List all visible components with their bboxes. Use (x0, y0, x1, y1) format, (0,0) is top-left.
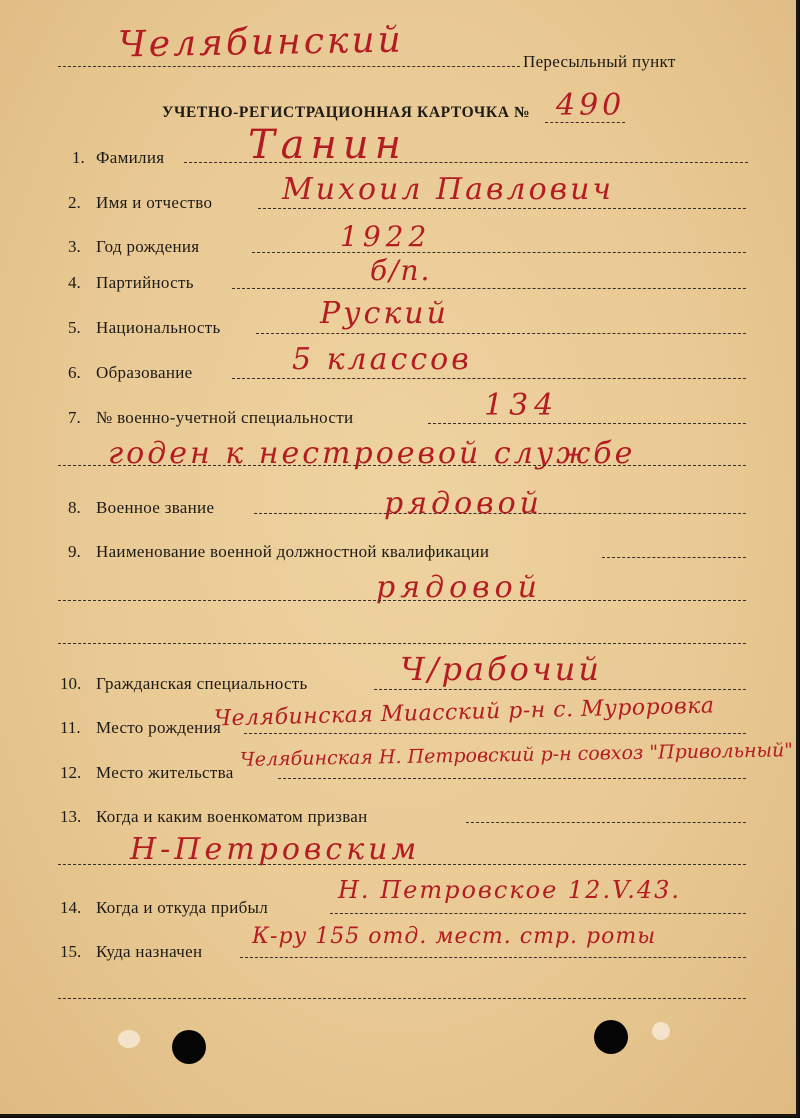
field-11-value: Челябинская Миасский р-н с. Муроровка (213, 693, 715, 732)
field-4-line (232, 288, 746, 289)
field-15-label: Куда назначен (96, 942, 203, 961)
field-10-value: Ч/рабочий (400, 650, 602, 688)
field-3-number: 3. (68, 237, 81, 256)
field-1-number: 1. (72, 148, 85, 167)
field-5-number: 5. (68, 318, 81, 337)
punch-hole-left (172, 1030, 206, 1064)
field-7-label: № военно-учетной специальности (96, 408, 354, 427)
field-14-number: 14. (60, 898, 82, 917)
field-6-line (232, 378, 746, 379)
field-15-line (240, 957, 746, 958)
field-13-line-2 (58, 864, 746, 865)
field-8-label: Военное звание (96, 498, 215, 517)
field-8-value: рядовой (384, 486, 543, 521)
field-10-number: 10. (60, 674, 82, 693)
field-12-line (278, 778, 746, 779)
field-4-label: Партийность (96, 273, 194, 292)
field-14-value: Н. Петровское 12.V.43. (338, 876, 682, 904)
field-7-extra-line (58, 465, 746, 466)
field-5-value: Руский (320, 296, 449, 331)
field-3-value: 1922 (340, 220, 432, 253)
field-15-value: К-ру 155 отд. мест. стр. роты (252, 924, 657, 949)
field-14-line (330, 913, 746, 914)
field-2-number: 2. (68, 193, 81, 212)
paper-tear-left (118, 1030, 140, 1048)
field-9-line (602, 557, 746, 558)
field-9-number: 9. (68, 542, 81, 561)
field-9-line-3 (58, 643, 746, 644)
field-13-line (466, 822, 746, 823)
card-title: УЧЕТНО-РЕГИСТРАЦИОННАЯ КАРТОЧКА № (162, 104, 531, 121)
field-2-line (258, 208, 746, 209)
field-15-line-2 (58, 998, 746, 999)
field-7-value: 134 (484, 388, 560, 423)
field-13-number: 13. (60, 807, 82, 826)
field-15-number: 15. (60, 942, 82, 961)
field-3-line (252, 252, 746, 253)
field-10-label: Гражданская специальность (96, 674, 308, 693)
field-8-number: 8. (68, 498, 81, 517)
field-5-label: Национальность (96, 318, 221, 337)
field-6-value: 5 классов (292, 342, 472, 377)
field-13-value: Н-Петровским (130, 832, 421, 867)
field-2-label: Имя и отчество (96, 193, 213, 212)
field-6-label: Образование (96, 363, 193, 382)
card-number: 490 (556, 88, 626, 123)
field-11-number: 11. (60, 718, 81, 737)
transit-point-line (58, 66, 520, 67)
field-9-line-2 (58, 600, 746, 601)
field-3-label: Год рождения (96, 237, 200, 256)
field-10-line (374, 689, 746, 690)
field-7-number: 7. (68, 408, 81, 427)
field-11-line (244, 733, 746, 734)
field-11-label: Место рождения (96, 718, 222, 737)
field-4-number: 4. (68, 273, 81, 292)
card-number-line (545, 122, 625, 123)
punch-hole-right (594, 1020, 628, 1054)
field-4-value: б/п. (370, 254, 432, 287)
field-2-value: Михоил Павлович (282, 172, 615, 207)
paper-tear-right (652, 1022, 670, 1040)
field-14-label: Когда и откуда прибыл (96, 898, 269, 917)
field-13-label: Когда и каким военкоматом призван (96, 807, 368, 826)
transit-point-name: Челябинский (117, 19, 405, 66)
transit-point-label: Пересыльный пункт (523, 52, 676, 71)
field-12-label: Место жительства (96, 763, 234, 782)
field-7-extra-value: годен к нестроевой службе (108, 436, 636, 471)
field-6-number: 6. (68, 363, 81, 382)
field-9-value: рядовой (376, 570, 542, 605)
field-1-label: Фамилия (96, 148, 165, 167)
field-7-line (428, 423, 746, 424)
field-12-number: 12. (60, 763, 82, 782)
field-5-line (256, 333, 746, 334)
field-9-label: Наименование военной должностной квалификации (96, 542, 490, 561)
field-12-value: Челябинская Н. Петровский р-н совхоз "Привольный" (239, 739, 794, 771)
field-1-value: Танин (248, 122, 407, 168)
